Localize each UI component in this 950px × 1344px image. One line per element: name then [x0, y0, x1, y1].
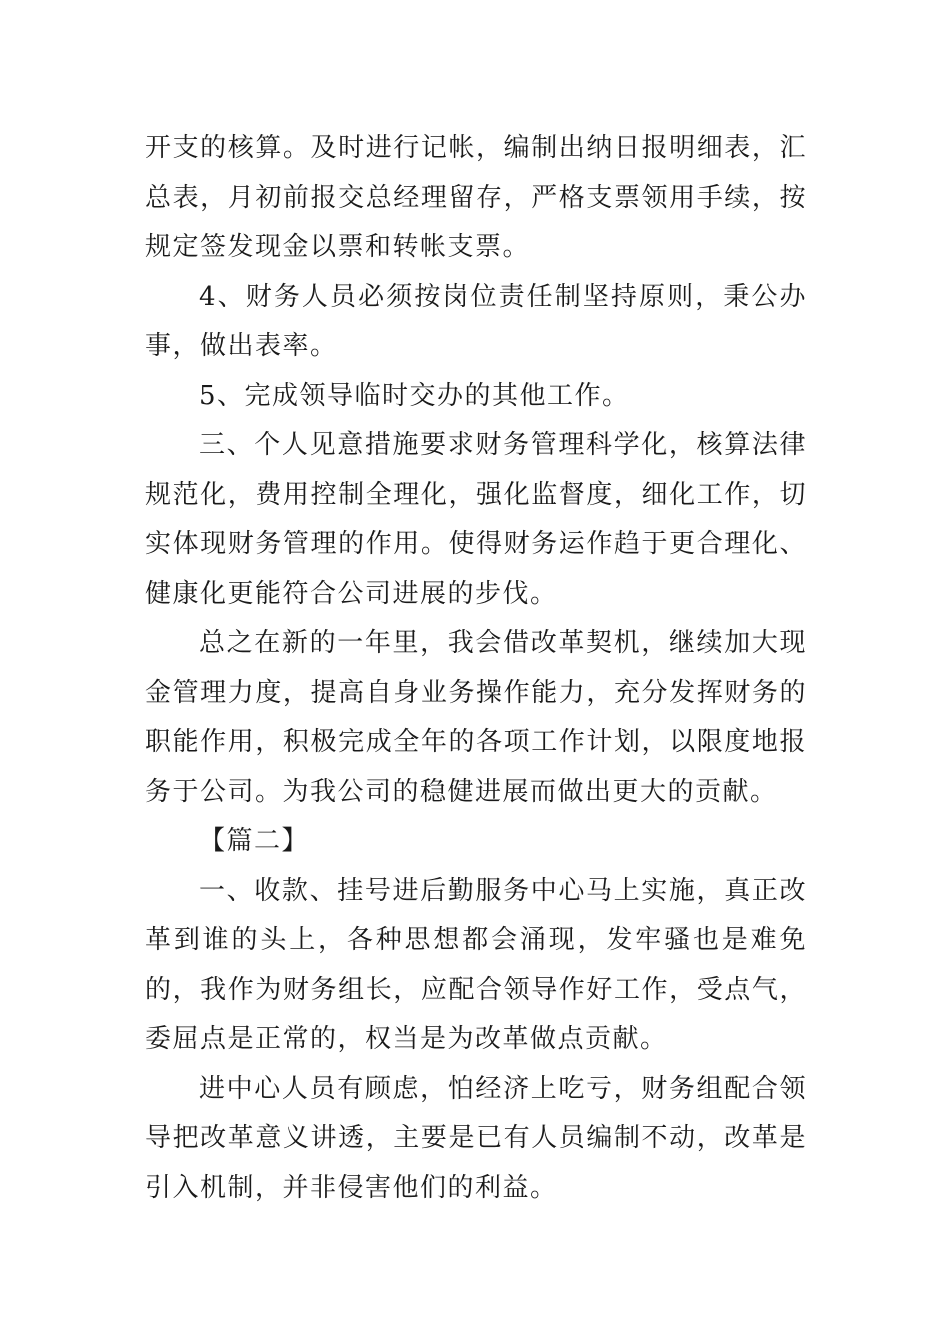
paragraph-item-5: 5、完成领导临时交办的其他工作。	[199, 380, 630, 411]
section-heading-part-two: 【篇二】	[199, 826, 310, 856]
paragraph-part-two-2: 进中心人员有顾虑，怕经济上吃亏，财务组配合领导把改革意义讲透，主要是已有人员编制不动，改革是引入机制，并非侵害他们的利益。	[145, 1073, 807, 1203]
document-body	[145, 124, 807, 1213]
paragraph-part-two-1: 一、收款、挂号进后勤服务中心马上实施，真正改革到谁的头上，各种思想都会涌现，发牢骚也是难免的，我作为财务组长，应配合领导作好工作，受点气，委屈点是正常的，权当是为改革做点贡献。	[145, 875, 807, 1054]
paragraph-item-4: 4、财务人员必须按岗位责任制坚持原则，秉公办事，做出表率。	[145, 281, 807, 361]
paragraph-section-3: 三、个人见意措施要求财务管理科学化，核算法律规范化，费用控制全理化，强化监督度，细化工作，切实体现财务管理的作用。使得财务运作趋于更合理化、健康化更能符合公司进展的步伐。	[145, 430, 807, 609]
paragraph-summary: 总之在新的一年里，我会借改革契机，继续加大现金管理力度，提高自身业务操作能力，充分发挥财务的职能作用，积极完成全年的各项工作计划，以限度地报务于公司。为我公司的稳健进展而做出更大的贡献。	[145, 628, 807, 807]
paragraph-continuation: 开支的核算。及时进行记帐，编制出纳日报明细表，汇总表，月初前报交总经理留存，严格支票领用手续，按规定签发现金以票和转帐支票。	[145, 133, 807, 262]
